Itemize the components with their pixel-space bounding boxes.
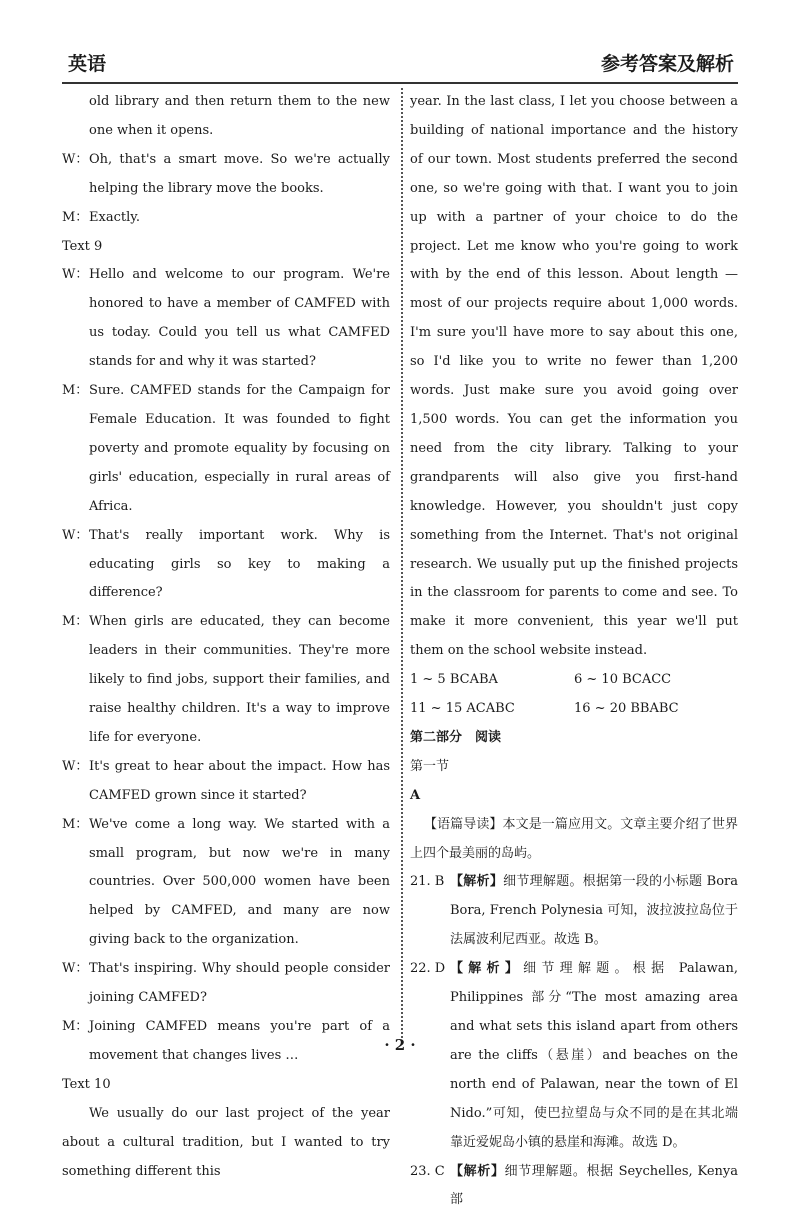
- text-label: Text 10: [62, 1076, 111, 1092]
- dialogue-line: M： When girls are educated, they can become leaders in their communities. They're more likely to find jobs, support their families, and raise healthy children. It's a way to improve life for everyone.: [62, 614, 390, 745]
- passage-guide: 【语篇导读】本文是一篇应用文。文章主要介绍了世界上四个最美丽的岛屿。: [410, 816, 738, 861]
- text-label: Text 9: [62, 238, 103, 254]
- column-divider: [401, 88, 403, 1038]
- dialogue-line: W： It's great to hear about the impact. How has CAMFED grown since it started?: [62, 758, 390, 803]
- passage-label: A: [410, 787, 421, 803]
- transcript-continuation: old library and then return them to the new one when it opens.: [89, 94, 390, 138]
- page-header: [62, 42, 738, 84]
- section-title: 参考答案及解析: [600, 53, 734, 75]
- answer-row: 1 ~ 5 BCABA 6 ~ 10 BCACC: [410, 672, 672, 688]
- dialogue-line: M： Exactly.: [62, 209, 140, 225]
- dialogue-line: W： That's really important work. Why is educating girls so key to making a difference?: [62, 527, 390, 601]
- answer-row: 11 ~ 15 ACABC 16 ~ 20 BBABC: [410, 701, 679, 717]
- dialogue-line: W： Oh, that's a smart move. So we're actually helping the library move the books.: [62, 151, 390, 196]
- page-number: · 2 ·: [384, 1036, 416, 1054]
- part-heading: 第二部分 阅读: [410, 729, 502, 745]
- explanation-item: 22. D 【解析】细节理解题。根据 Palawan, Philippines 部分“The most amazing area and what sets this island apart from others are the cliffs（悬崖）and beaches on the north end of Palawan, near the town of El Nido.”可知，使巴拉望岛与众不同的是在其北端靠近爱妮岛小镇的悬崖和海滩。故选 D。: [410, 961, 738, 1150]
- subject-label: 英语: [68, 53, 107, 75]
- dialogue-line: M： Joining CAMFED means you're part of a movement that changes lives …: [62, 1019, 390, 1063]
- dialogue-line: W： Hello and welcome to our program. We're honored to have a member of CAMFED with us today. Could you tell us what CAMFED stands for and why it was started?: [62, 267, 390, 370]
- dialogue-line: W： That's inspiring. Why should people consider joining CAMFED?: [62, 961, 390, 1006]
- left-column: [62, 88, 390, 1186]
- dialogue-line: M： We've come a long way. We started with a small program, but now we're in many countries. Over 500,000 women have been helped by CAMFED, and many are now giving back to the organization.: [62, 816, 390, 948]
- explanation-item: 23. C 【解析】细节理解题。根据 Seychelles, Kenya 部: [410, 1163, 738, 1208]
- monologue-continuation: year. In the last class, I let you choose between a building of national importance and the history of our town. Most students preferred the second one, so we're going with that. I want you to join up with a partner of your choice to do the project. Let me know who you're going to work with by the end of this lesson. About length — most of our projects require about 1,000 words. I'm sure you'll have more to say about this one, so I'd like you to write no fewer than 1,200 words. Just make sure you avoid going over 1,500 words. You can get the information you need from the city library. Talking to your grandparents will also give you first-hand knowledge. However, you shouldn't just copy something from the Internet. That's not original research. We usually put up the finished projects in the classroom for parents to come and see. To make it more convenient, this year we'll put them on the school website instead.: [410, 94, 738, 659]
- monologue-start: We usually do our last project of the year about a cultural tradition, but I wanted to try something different this: [62, 1105, 390, 1179]
- section-heading: 第一节: [410, 758, 450, 774]
- dialogue-line: M： Sure. CAMFED stands for the Campaign for Female Education. It was founded to fight poverty and promote equality by focusing on girls' education, especially in rural areas of Africa.: [62, 383, 390, 514]
- explanation-item: 21. B 【解析】细节理解题。根据第一段的小标题 Bora Bora, French Polynesia 可知，波拉波拉岛位于法属波利尼西亚。故选 B。: [410, 874, 738, 948]
